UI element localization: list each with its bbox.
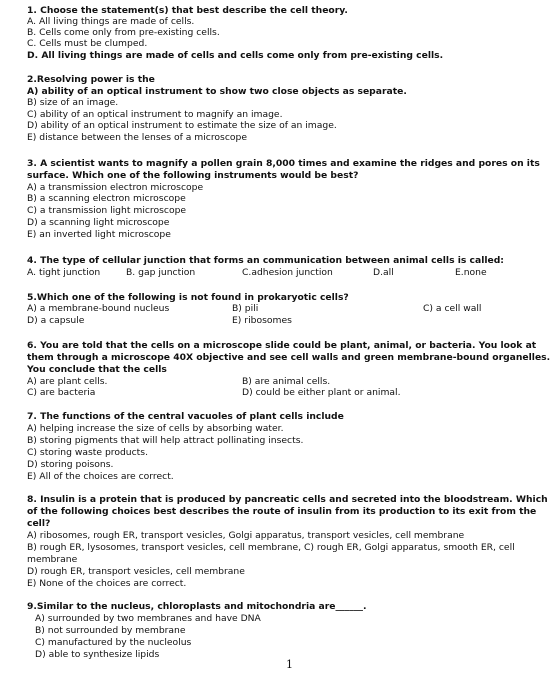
question-6-stem-line-1: 6. You are told that the cells on a microscope slide could be plant, animal, or bacteria. You look at bbox=[27, 340, 537, 351]
question-7-stem: 7. The functions of the central vacuoles of plant cells include bbox=[27, 411, 344, 422]
question-6-stem-line-3: You conclude that the cells bbox=[27, 364, 167, 375]
question-1-option-d: D. All living things are made of cells and cells come only from pre-existing cells. bbox=[27, 50, 444, 61]
question-2-stem: 2.Resolving power is the bbox=[27, 74, 155, 85]
question-5-option-d: D) a capsule bbox=[27, 315, 85, 326]
question-3-option-d: D) a scanning light microscope bbox=[27, 217, 170, 228]
page-number: 1 bbox=[286, 658, 293, 671]
question-3-stem-line-1: 3. A scientist wants to magnify a pollen grain 8,000 times and examine the ridges and pores on its bbox=[27, 158, 540, 169]
question-1-option-a: A. All living things are made of cells. bbox=[27, 16, 195, 27]
question-1-option-b: B. Cells come only from pre-existing cells. bbox=[27, 27, 220, 38]
question-2-option-e: E) distance between the lenses of a microscope bbox=[27, 132, 248, 143]
question-9-option-c: C) manufactured by the nucleolus bbox=[35, 637, 192, 648]
question-3-option-e: E) an inverted light microscope bbox=[27, 229, 171, 240]
question-8-option-a: A) ribosomes, rough ER, transport vesicles, Golgi apparatus, transport vesicles, cell membrane bbox=[27, 530, 465, 541]
question-9-option-d: D) able to synthesize lipids bbox=[35, 649, 160, 660]
question-7-option-e: E) All of the choices are correct. bbox=[27, 471, 174, 482]
question-6-option-b: B) are animal cells. bbox=[242, 376, 331, 387]
question-6-option-d: D) could be either plant or animal. bbox=[242, 387, 401, 398]
question-2-option-b: B) size of an image. bbox=[27, 97, 119, 108]
question-4-stem: 4. The type of cellular junction that forms an communication between animal cells is called: bbox=[27, 255, 504, 266]
question-1-option-c: C. Cells must be clumped. bbox=[27, 38, 148, 49]
question-8-option-b: B) rough ER, lysosomes, transport vesicles, cell membrane, C) rough ER, Golgi apparatus, smooth ER, cell bbox=[27, 542, 515, 553]
question-2-option-a: A) ability of an optical instrument to show two close objects as separate. bbox=[27, 86, 407, 97]
question-5-option-a: A) a membrane-bound nucleus bbox=[27, 303, 170, 314]
question-8-stem-line-2: of the following choices best describes the route of insulin from its production to its exit from the bbox=[27, 506, 537, 517]
question-5-option-e: E) ribosomes bbox=[232, 315, 292, 326]
question-2-option-c: C) ability of an optical instrument to magnify an image. bbox=[27, 109, 283, 120]
question-9-option-a: A) surrounded by two membranes and have DNA bbox=[35, 613, 261, 624]
question-5-option-c: C) a cell wall bbox=[423, 303, 482, 314]
question-5-option-b: B) pili bbox=[232, 303, 259, 314]
question-7-option-a: A) helping increase the size of cells by absorbing water. bbox=[27, 423, 284, 434]
question-4-option-d: D.all bbox=[373, 267, 394, 278]
question-6-stem-line-2: them through a microscope 40X objective and see cell walls and green membrane-bound organelles. bbox=[27, 352, 551, 363]
question-4-option-e: E.none bbox=[455, 267, 487, 278]
question-6-option-c: C) are bacteria bbox=[27, 387, 96, 398]
question-7-option-b: B) storing pigments that will help attract pollinating insects. bbox=[27, 435, 304, 446]
question-8-option-e: E) None of the choices are correct. bbox=[27, 578, 187, 589]
question-3-option-c: C) a transmission light microscope bbox=[27, 205, 187, 216]
question-1-stem: 1. Choose the statement(s) that best describe the cell theory. bbox=[27, 5, 348, 16]
question-8-option-d: D) rough ER, transport vesicles, cell membrane bbox=[27, 566, 245, 577]
question-7-option-d: D) storing poisons. bbox=[27, 459, 114, 470]
question-7-option-c: C) storing waste products. bbox=[27, 447, 148, 458]
question-3-option-b: B) a scanning electron microscope bbox=[27, 193, 186, 204]
question-8-option-b-cont: membrane bbox=[27, 554, 78, 565]
question-3-stem-line-2: surface. Which one of the following instruments would be best? bbox=[27, 170, 359, 181]
question-6-option-a: A) are plant cells. bbox=[27, 376, 108, 387]
question-8-stem-line-1: 8. Insulin is a protein that is produced by pancreatic cells and secreted into the bloodstream. Which bbox=[27, 494, 548, 505]
question-3-option-a: A) a transmission electron microscope bbox=[27, 182, 204, 193]
question-5-stem: 5.Which one of the following is not found in prokaryotic cells? bbox=[27, 292, 349, 303]
question-4-option-b: B. gap junction bbox=[126, 267, 196, 278]
question-9-stem: 9.Similar to the nucleus, chloroplasts and mitochondria are______. bbox=[27, 601, 367, 612]
question-4-option-a: A. tight junction bbox=[27, 267, 101, 278]
question-4-option-c: C.adhesion junction bbox=[242, 267, 333, 278]
question-9-option-b: B) not surrounded by membrane bbox=[35, 625, 186, 636]
question-8-stem-line-3: cell? bbox=[27, 518, 51, 529]
question-2-option-d: D) ability of an optical instrument to estimate the size of an image. bbox=[27, 120, 337, 131]
